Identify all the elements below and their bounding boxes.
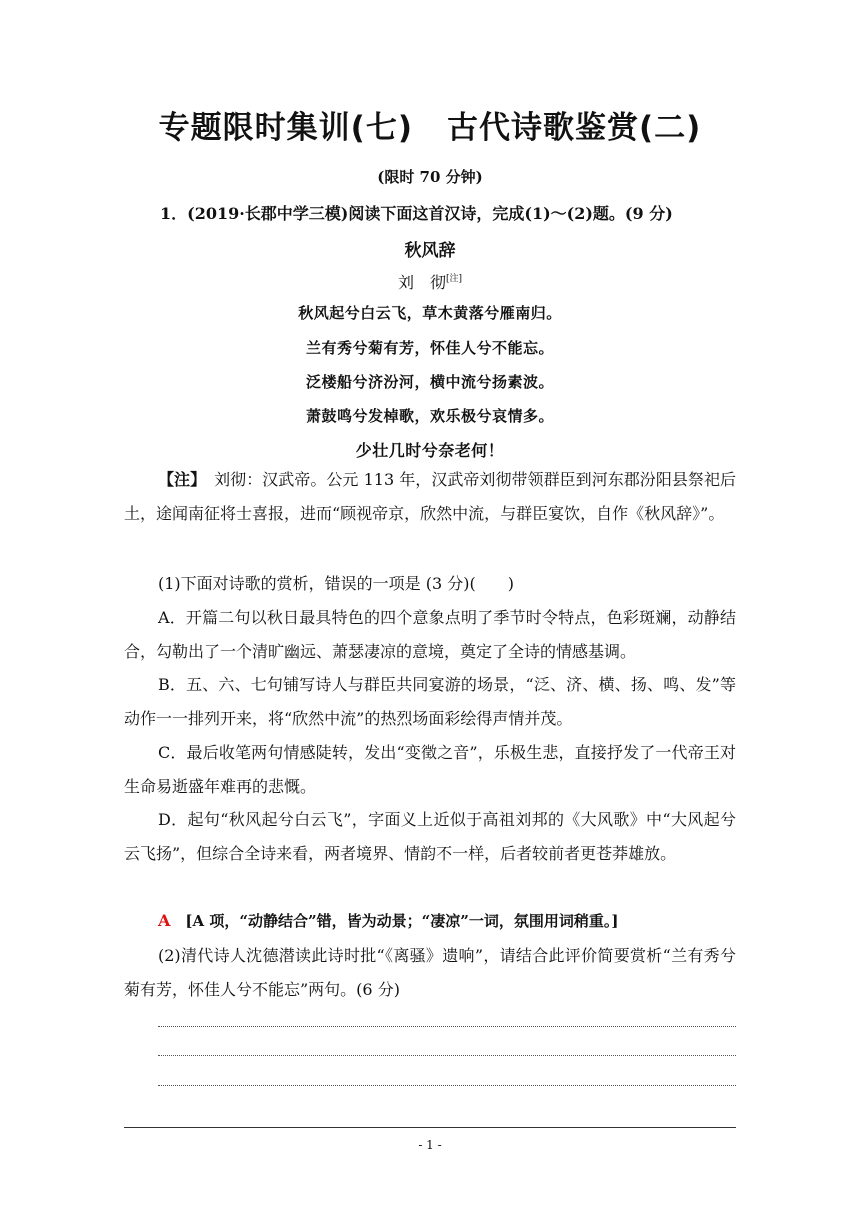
option-d: D．起句“秋风起兮白云飞”，字面义上近似于高祖刘邦的《大风歌》中“大风起兮云飞扬”，但综合全诗来看，两者境界、情韵不一样，后者较前者更苍莽雄放。 [124,810,736,863]
poem-line-4: 萧鼓鸣兮发棹歌，欢乐极兮哀情多。 [305,407,554,425]
sub-question-2: (2)清代诗人沈德潜读此诗时批“《离骚》遗响”，请结合此评价简要赏析“兰有秀兮菊有芳，怀佳人兮不能忘”两句。(6 分) [124,946,736,999]
option-c: C．最后收笔两句情感陡转，发出“变徵之音”，乐极生悲，直接抒发了一代帝王对生命易逝盛年难再的悲慨。 [124,743,736,796]
footer-divider [124,1127,736,1128]
poem-line-5: 少壮几时兮奈老何！ [355,441,505,460]
poem-title: 秋风辞 [404,241,456,261]
note-label: 【注】 [158,470,199,489]
option-b: B．五、六、七句铺写诗人与群臣共同宴游的场景，“泛、济、横、扬、鸣、发”等动作一一排列开来，将“欣然中流”的热烈场面彩绘得声情并茂。 [124,675,736,728]
poem-note [124,463,736,530]
time-limit: (限时 70 分钟) [377,168,483,186]
answer-line-2 [158,1055,736,1056]
option-a: A．开篇二句以秋日最具特色的四个意象点明了季节时令特点，色彩斑斓，动静结合，勾勒出了一个清旷幽远、萧瑟凄凉的意境，奠定了全诗的情感基调。 [124,608,736,661]
poem-line-2: 兰有秀兮菊有芳，怀佳人兮不能忘。 [305,339,554,357]
answer-line-1 [158,1026,736,1027]
answer-explanation: [A 项，“动静结合”错，皆为动景；“凄凉”一词，氛围用词稍重。] [170,912,619,930]
answer-1 [124,904,736,939]
note-text: 刘彻：汉武帝。公元 113 年，汉武帝刘彻带领群臣到河东郡汾阳县祭祀后土，途闻南征将士喜报，进而“顾视帝京，欣然中流，与群臣宴饮，自作《秋风辞》”。 [124,470,736,523]
title-topic: 古代诗歌鉴赏(二) [447,110,702,146]
author-name: 刘 彻 [397,273,446,292]
answer-line-3 [158,1085,736,1086]
poem-line-1: 秋风起兮白云飞，草木黄落兮雁南归。 [298,304,562,322]
author-note-marker: [注] [445,274,463,284]
page-number: - 1 - [418,1138,442,1152]
question-1-heading: 1．(2019·长郡中学三模)阅读下面这首汉诗，完成(1)～(2)题。(9 分) [160,204,673,223]
title-series: 专题限时集训(七) [158,110,413,146]
poem-author [0,270,860,293]
sub-question-1: (1)下面对诗歌的赏析，错误的一项是 (3 分)( ) [158,574,514,593]
answer-letter: A [158,911,171,930]
poem-line-3: 泛楼船兮济汾河，横中流兮扬素波。 [305,373,554,391]
page-title [0,102,860,147]
